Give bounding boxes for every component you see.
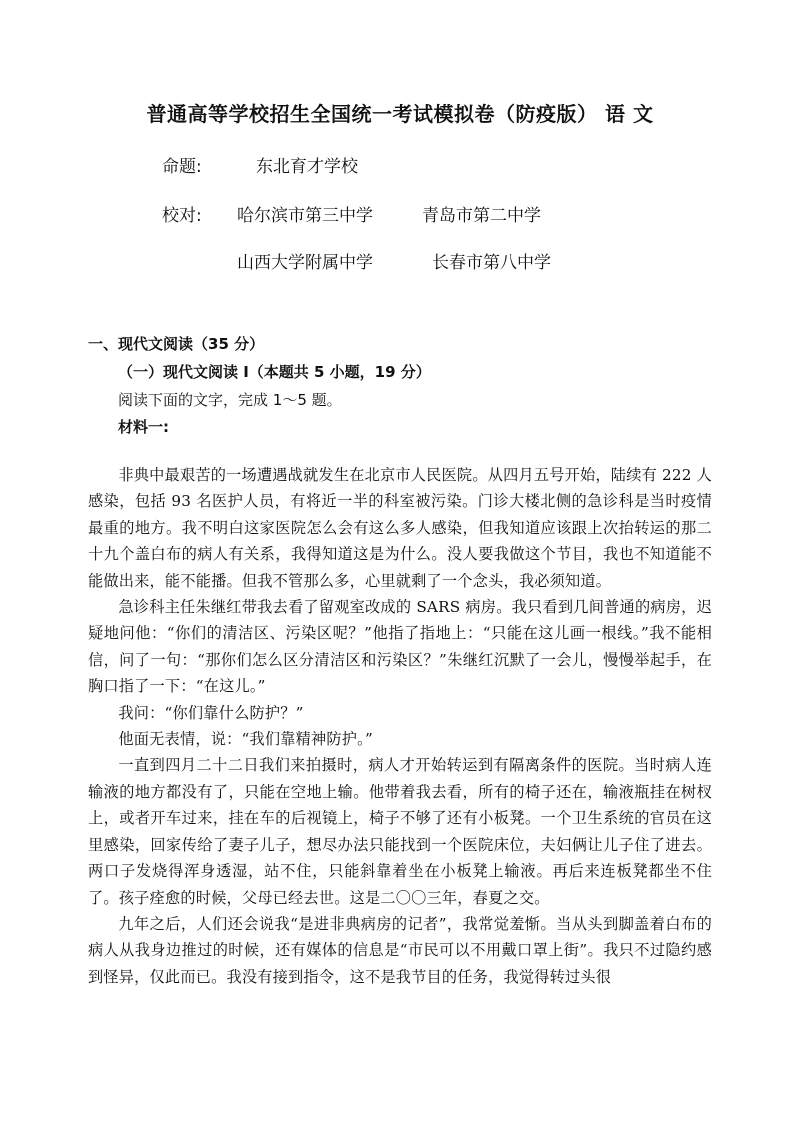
paragraph: 急诊科主任朱继红带我去看了留观室改成的 SARS 病房。我只看到几间普通的病房，迟疑地问他：“你们的清洁区、污染区呢？”他指了指地上：“只能在这儿画一根线。”我不能相信，问了一句：“那你们怎么区分清洁区和污染区？”朱继红沉默了一会儿，慢慢举起手，在胸口指了一下：“在这儿。” — [88, 598, 712, 696]
paragraph: 我问：“你们靠什么防护？” — [118, 703, 304, 722]
paragraph: 他面无表情，说：“我们靠精神防护。” — [118, 730, 373, 749]
instruction-text: 阅读下面的文字，完成 1～5 题。 — [118, 391, 342, 409]
paragraph: 九年之后，人们还会说我“是进非典病房的记者”，我常觉羞惭。当从头到脚盖着白布的病人从我身边推过的时候，还有媒体的信息是“市民可以不用戴口罩上街”。我只不过隐约感到怪异，仅此而已。我没有接到指令，这不是我节目的任务，我觉得转过头很 — [88, 914, 712, 986]
author-label: 命题: — [162, 157, 202, 177]
proof-school-4: 长春市第八中学 — [432, 253, 551, 273]
section-heading: 一、现代文阅读（35 分） — [88, 335, 265, 353]
material-label: 材料一: — [118, 418, 169, 436]
paragraph: 一直到四月二十二日我们来拍摄时，病人才开始转运到有隔离条件的医院。当时病人连输液的地方都没有了，只能在空地上输。他带着我去看，所有的椅子还在，输液瓶挂在树杈上，或者开车过来，挂在车的后视镜上，椅子不够了还有小板凳。一个卫生系统的官员在这里感染，回家传给了妻子儿子，想尽办法只能找到一个医院床位，夫妇俩让儿子住了进去。两口子发烧得浑身透湿，站不住，只能斜靠着坐在小板凳上输液。再后来连板凳都坐不住了。孩子痊愈的时候，父母已经去世。这是二〇〇三年，春夏之交。 — [88, 756, 712, 907]
proof-label: 校对: — [162, 206, 202, 226]
proof-school-2: 青岛市第二中学 — [422, 206, 541, 226]
proof-school-1: 哈尔滨市第三中学 — [237, 206, 373, 226]
author-value: 东北育才学校 — [256, 157, 358, 177]
proof-school-3: 山西大学附属中学 — [237, 253, 373, 273]
article-body — [88, 462, 712, 990]
section-subheading: （一）现代文阅读 I（本题共 5 小题，19 分） — [118, 363, 431, 381]
paragraph: 非典中最艰苦的一场遭遇战就发生在北京市人民医院。从四月五号开始，陆续有 222 人感染，包括 93 名医护人员，有将近一半的科室被污染。门诊大楼北侧的急诊科是当时疫情最重的地方。我不明白这家医院怎么会有这么多人感染，但我知道应该跟上次抬转运的那二十九个盖白布的病人有关系，我得知道这是为什么。没人要我做这个节目，我也不知道能不能做出来，能不能播。但我不管那么多，心里就剩了一个念头，我必须知道。 — [88, 466, 712, 590]
exam-title: 普通高等学校招生全国统一考试模拟卷（防疫版） 语 文 — [146, 102, 654, 126]
